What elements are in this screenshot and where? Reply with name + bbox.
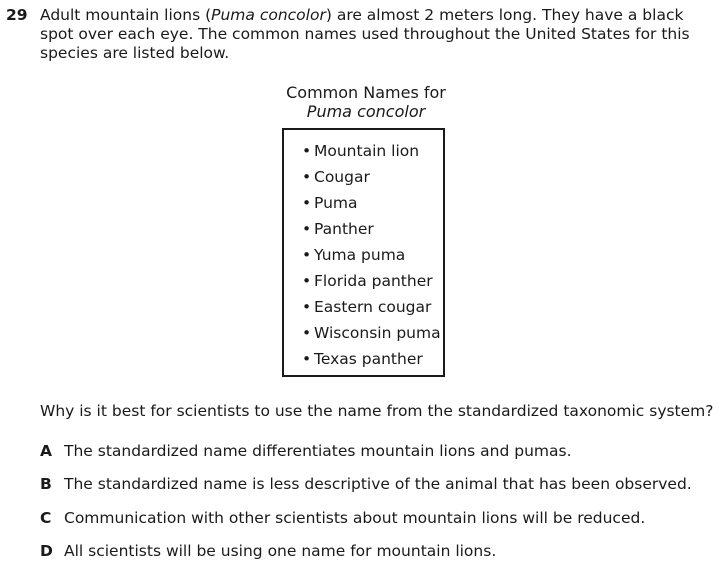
question-number: 29: [6, 6, 28, 24]
choice-text: The standardized name is less descriptive of the animal that has been observed.: [64, 475, 692, 493]
bullet-icon: •: [302, 194, 312, 212]
caption-line-1: Common Names for: [286, 83, 446, 102]
name-label: Wisconsin puma: [314, 324, 441, 342]
choice-text: Communication with other scientists about mountain lions will be reduced.: [64, 509, 646, 527]
stem-text-after: ) are almost 2 meters long. They have a black spot over each eye. The common names used throughout the United States for this species are listed below.: [40, 6, 690, 62]
caption-line-2: Puma concolor: [306, 102, 426, 121]
bullet-icon: •: [302, 246, 312, 264]
answer-choice-c[interactable]: [40, 509, 720, 528]
answer-choice-b[interactable]: [40, 475, 720, 494]
bullet-icon: •: [302, 272, 312, 290]
bullet-icon: •: [302, 298, 312, 316]
name-label: Eastern cougar: [314, 298, 432, 316]
name-label: Cougar: [314, 168, 370, 186]
name-label: Florida panther: [314, 272, 433, 290]
common-names-list: [284, 130, 443, 374]
question-stem: [40, 6, 720, 63]
list-item: [302, 296, 443, 322]
names-caption: [230, 83, 502, 121]
list-item: [302, 270, 443, 296]
name-label: Mountain lion: [314, 142, 420, 160]
question-prompt: Why is it best for scientists to use the name from the standardized taxonomic system?: [40, 402, 714, 420]
bullet-icon: •: [302, 168, 312, 186]
bullet-icon: •: [302, 142, 312, 160]
list-item: [302, 166, 443, 192]
name-label: Texas panther: [314, 350, 423, 368]
list-item: [302, 218, 443, 244]
answer-choice-a[interactable]: [40, 442, 720, 461]
list-item: [302, 244, 443, 270]
answer-choice-d[interactable]: [40, 542, 720, 561]
choice-letter: C: [40, 509, 52, 527]
choice-text: The standardized name differentiates mountain lions and pumas.: [64, 442, 572, 460]
stem-text-before: Adult mountain lions (: [40, 6, 212, 24]
choice-letter: D: [40, 542, 53, 560]
bullet-icon: •: [302, 350, 312, 368]
name-label: Yuma puma: [314, 246, 406, 264]
bullet-icon: •: [302, 220, 312, 238]
list-item: [302, 140, 443, 166]
name-label: Panther: [314, 220, 374, 238]
name-label: Puma: [314, 194, 358, 212]
list-item: [302, 192, 443, 218]
bullet-icon: •: [302, 324, 312, 342]
choice-letter: B: [40, 475, 52, 493]
choice-letter: A: [40, 442, 52, 460]
choice-text: All scientists will be using one name for mountain lions.: [64, 542, 497, 560]
list-item: [302, 348, 443, 374]
stem-scientific-name: Puma concolor: [211, 6, 326, 24]
common-names-box: [282, 128, 445, 377]
list-item: [302, 322, 443, 348]
